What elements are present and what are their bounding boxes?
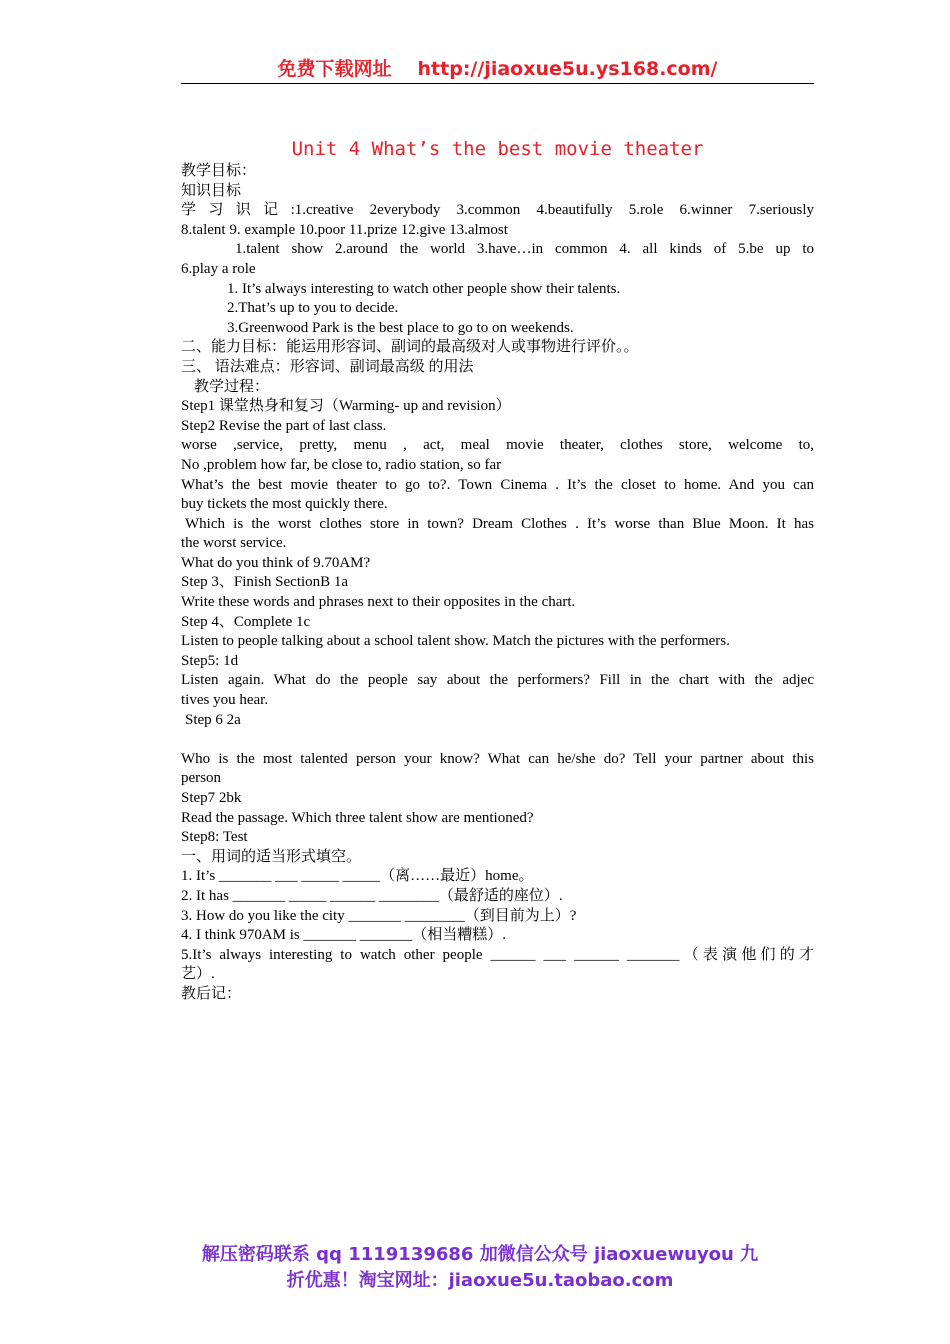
text-line: 学习识记:1.creative 2everybody 3.common 4.beautifully 5.role 6.winner 7.seriously <box>181 202 814 219</box>
text-line: 教学目标： <box>181 163 257 179</box>
text-line: 二、能力目标：能运用形容词、副词的最高级对人或事物进行评价。。 <box>181 339 639 356</box>
text-line: Listen again. What do the people say about the performers? Fill in the chart with the adjec <box>181 672 814 689</box>
text-line: 三、 语法难点：形容词、副词最高级 的用法 <box>181 358 474 375</box>
text-line: buy tickets the most quickly there. <box>181 496 388 513</box>
text-line: tives you hear. <box>181 692 269 709</box>
text-line: 4. I think 970AM is _______ _______（相当糟糕）. <box>181 927 507 944</box>
text-line: 教学过程： <box>194 378 270 395</box>
footer-shop-line: 折优惠！淘宝网址：jiaoxue5u.taobao.com <box>286 1270 674 1291</box>
text-line: Who is the most talented person your know? What can he/she do? Tell your partner about this <box>181 750 814 767</box>
text-line: Step7 2bk <box>181 790 242 806</box>
text-line: 一、用词的适当形式填空。 <box>181 848 362 865</box>
text-line: 1. It’s _______ ___ _____ _____（离……最近）home。 <box>181 868 534 885</box>
text-line: 2. It has _______ _____ ______ ________（最舒适的座位）. <box>181 887 563 904</box>
text-line: 6.play a role <box>181 260 256 277</box>
text-line: 5.It’s always interesting to watch other people ______ ___ ______ _______（表演他们的才 <box>181 946 814 963</box>
text-line: Step 6 2a <box>185 711 241 728</box>
text-line: the worst service. <box>181 535 287 552</box>
text-line: 8.talent 9. example 10.poor 11.prize 12.give 13.almost <box>181 221 508 238</box>
text-line: What’s the best movie theater to go to?. Town Cinema . It’s the closet to home. And you can <box>181 476 814 493</box>
text-line: Step8: Test <box>181 829 248 846</box>
text-line: Write these words and phrases next to their opposites in the chart. <box>181 594 576 611</box>
text-line: worse ,service, pretty, menu , act, meal movie theater, clothes store, welcome to, <box>181 437 814 454</box>
text-line: No ,problem how far, be close to, radio station, so far <box>181 456 502 473</box>
text-line: 知识目标 <box>181 182 242 199</box>
page-header <box>181 55 814 84</box>
text-line: 1.talent show 2.around the world 3.have…in common 4. all kinds of 5.be up to <box>235 241 814 258</box>
text-line: 艺）. <box>181 966 215 983</box>
text-line: What do you think of 9.70AM? <box>181 554 371 571</box>
text-line: Step 3、Finish SectionB 1a <box>181 574 349 591</box>
page-footer <box>170 1242 790 1294</box>
text-line: Step 4、Complete 1c <box>181 613 311 630</box>
text-line: Listen to people talking about a school talent show. Match the pictures with the performers. <box>181 633 730 650</box>
text-line: Which is the worst clothes store in town? Dream Clothes . It’s worse than Blue Moon. It has <box>185 515 814 532</box>
text-line: 1. It’s always interesting to watch other people show their talents. <box>227 280 621 297</box>
text-line: Step1 课堂热身和复习（Warming- up and revision） <box>181 398 511 415</box>
text-line: 教后记： <box>181 985 242 1002</box>
document-body <box>181 162 814 1005</box>
text-line: 3. How do you like the city _______ ________（到目前为上）? <box>181 907 577 924</box>
document-title: Unit 4 What’s the best movie theater <box>291 138 704 160</box>
text-line: Read the passage. Which three talent show are mentioned? <box>181 809 534 826</box>
text-line: 3.Greenwood Park is the best place to go to on weekends. <box>227 319 574 336</box>
blank-line <box>181 730 814 750</box>
header-url-link[interactable]: http://jiaoxue5u.ys168.com/ <box>417 58 718 80</box>
text-line: Step5: 1d <box>181 652 239 669</box>
text-line: Step2 Revise the part of last class. <box>181 417 387 434</box>
footer-contact-line: 解压密码联系 qq 1119139686 加微信公众号 jiaoxuewuyou 九 <box>201 1244 759 1265</box>
header-label: 免费下载网址 <box>277 58 392 80</box>
text-line: person <box>181 770 221 787</box>
text-line: 2.That’s up to you to decide. <box>227 300 399 317</box>
